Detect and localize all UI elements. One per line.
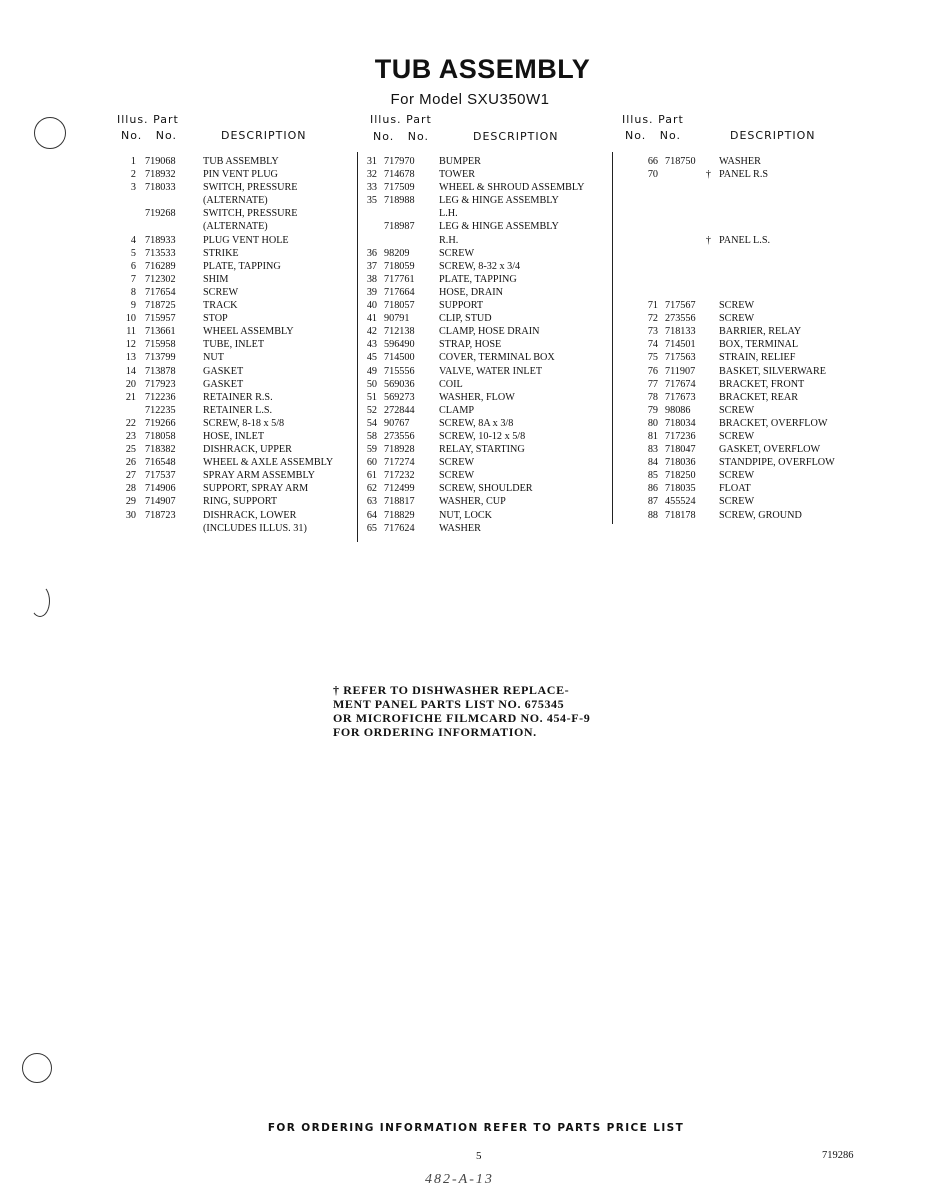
part-description: BASKET, SILVERWARE (719, 365, 826, 377)
illus-number: 2 (130, 169, 136, 181)
illus-number: 52 (366, 404, 377, 416)
part-description: GASKET (203, 378, 244, 390)
handwritten-note: 482-A-13 (425, 1172, 494, 1187)
part-description: PANEL R.S (719, 169, 769, 181)
part-description: PLUG VENT HOLE (203, 234, 289, 246)
part-number: 712302 (145, 273, 176, 285)
part-description: SCREW, 8-32 x 3/4 (439, 260, 521, 272)
part-description: TOWER (439, 169, 476, 181)
header-illus: Illus. Part (622, 113, 684, 126)
part-number: 718928 (384, 444, 415, 456)
part-number: 712235 (145, 404, 176, 416)
illus-number: 71 (647, 300, 658, 312)
illus-number: 5 (130, 247, 136, 259)
part-number: 714678 (384, 169, 415, 181)
illus-number: 12 (125, 339, 136, 351)
illus-number: 26 (125, 457, 136, 469)
illus-number: 45 (366, 352, 377, 364)
part-number: 717624 (384, 522, 415, 534)
part-number: 718933 (145, 234, 176, 246)
illus-number: 35 (366, 195, 377, 207)
part-number: 713799 (145, 352, 176, 364)
part-description: SWITCH, PRESSURE (203, 208, 298, 220)
part-description: PANEL L.S. (719, 234, 771, 246)
part-description: SCREW, 8A x 3/8 (439, 417, 514, 429)
part-description: NUT, LOCK (439, 509, 493, 521)
part-description: SCREW (203, 286, 239, 298)
part-number: 596490 (384, 339, 415, 351)
part-number: 717970 (384, 156, 415, 167)
part-description: DISHRACK, LOWER (203, 509, 297, 521)
illus-number: 8 (130, 286, 136, 298)
part-number: 717232 (384, 470, 415, 482)
illus-number: 76 (647, 365, 658, 377)
part-number: 719266 (145, 417, 176, 429)
part-number: 718058 (145, 430, 176, 442)
part-number: 718047 (665, 444, 696, 456)
header-no: No. No. (121, 129, 178, 142)
part-description: CLIP, STUD (439, 313, 492, 325)
illus-number: 3 (130, 182, 136, 194)
part-number: 98086 (665, 404, 691, 416)
illus-number: 38 (366, 273, 377, 285)
part-number: 718829 (384, 509, 415, 521)
header-description: DESCRIPTION (473, 130, 559, 143)
illus-number: 62 (366, 483, 377, 495)
part-number: 718750 (665, 156, 696, 167)
footnote: † REFER TO DISHWASHER REPLACE- MENT PANEL PARTS LIST NO. 675345 OR MICROFICHE FILMCARD NO. 454-F-9 FOR ORDERING INFORMATION. (333, 683, 591, 739)
part-description: LEG & HINGE ASSEMBLY (439, 195, 559, 207)
part-number: † (705, 169, 711, 181)
part-description: LEG & HINGE ASSEMBLY (439, 221, 559, 233)
part-description: STRAP, HOSE (439, 339, 502, 351)
part-description: TUBE, INLET (203, 339, 265, 351)
part-number: 272844 (384, 404, 415, 416)
part-number: 717654 (145, 286, 176, 298)
illus-number: 28 (125, 483, 136, 495)
part-number: † (705, 234, 711, 246)
illus-number: 32 (366, 169, 377, 181)
illus-number: 64 (366, 509, 377, 521)
illus-number: 51 (366, 391, 377, 403)
part-description: SCREW (719, 313, 755, 325)
illus-number: 66 (647, 156, 658, 167)
part-description: SCREW, GROUND (719, 509, 802, 521)
illus-number: 86 (647, 483, 658, 495)
illus-number: 65 (366, 522, 377, 534)
part-number: 714907 (145, 496, 176, 508)
illus-number: 75 (647, 352, 658, 364)
part-description: STRIKE (203, 247, 239, 259)
part-number: 712138 (384, 326, 415, 338)
part-number: 717563 (665, 352, 696, 364)
part-number: 712236 (145, 391, 176, 403)
illus-number: 72 (647, 313, 658, 325)
illus-number: 22 (125, 417, 136, 429)
part-number: 713533 (145, 247, 176, 259)
part-number: 716548 (145, 457, 176, 469)
part-description: WHEEL & SHROUD ASSEMBLY (439, 182, 585, 194)
part-description: TRACK (203, 300, 238, 312)
illus-number: 37 (366, 260, 377, 272)
part-description: DISHRACK, UPPER (203, 444, 292, 456)
part-number: 90791 (384, 313, 410, 325)
part-number: 569273 (384, 391, 415, 403)
part-description: GASKET (203, 365, 244, 377)
illus-number: 73 (647, 326, 658, 338)
part-number: 717664 (384, 286, 415, 298)
illus-number: 79 (647, 404, 658, 416)
part-description: SCREW (719, 404, 755, 416)
part-description: SPRAY ARM ASSEMBLY (203, 470, 316, 482)
illus-number: 14 (125, 365, 136, 377)
illus-number: 31 (366, 156, 377, 167)
illus-number: 77 (647, 378, 658, 390)
part-number: 719068 (145, 156, 176, 167)
column-divider (612, 152, 613, 524)
illus-number: 50 (366, 378, 377, 390)
part-description: NUT (203, 352, 224, 364)
punch-hole (30, 585, 50, 617)
part-description: SUPPORT, SPRAY ARM (203, 483, 309, 495)
part-number: 715957 (145, 313, 176, 325)
part-description: SCREW (439, 470, 475, 482)
part-description: (ALTERNATE) (203, 221, 268, 233)
part-description: BRACKET, REAR (719, 391, 799, 403)
part-number: 717236 (665, 430, 696, 442)
part-description: SCREW (719, 300, 755, 312)
part-description: WASHER, FLOW (439, 391, 515, 403)
part-number: 717761 (384, 273, 415, 285)
part-number: 718033 (145, 182, 176, 194)
part-number: 718988 (384, 195, 415, 207)
part-number: 273556 (665, 313, 696, 325)
part-description: RETAINER L.S. (203, 404, 273, 416)
illus-number: 27 (125, 470, 136, 482)
part-description: COVER, TERMINAL BOX (439, 352, 555, 364)
illus-number: 11 (126, 326, 136, 338)
part-number: 718178 (665, 509, 696, 521)
part-description: SCREW, SHOULDER (439, 483, 533, 495)
part-number: 718133 (665, 326, 696, 338)
part-description: RETAINER R.S. (203, 391, 273, 403)
part-description: SUPPORT (439, 300, 484, 312)
part-number: 716289 (145, 260, 176, 272)
illus-number: 42 (366, 326, 377, 338)
part-number: 714906 (145, 483, 176, 495)
part-number: 718932 (145, 169, 176, 181)
illus-number: 58 (366, 430, 377, 442)
part-number: 713661 (145, 326, 176, 338)
part-number: 717673 (665, 391, 696, 403)
part-description: BRACKET, FRONT (719, 378, 805, 390)
part-description: TUB ASSEMBLY (203, 156, 279, 167)
illus-number: 60 (366, 457, 377, 469)
part-number: 718036 (665, 457, 696, 469)
part-description: FLOAT (719, 483, 751, 495)
illus-number: 10 (125, 313, 136, 325)
part-number: 718035 (665, 483, 696, 495)
part-number: 715958 (145, 339, 176, 351)
illus-number: 39 (366, 286, 377, 298)
illus-number: 63 (366, 496, 377, 508)
illus-number: 43 (366, 339, 377, 351)
illus-number: 29 (125, 496, 136, 508)
part-description: RELAY, STARTING (439, 444, 525, 456)
illus-number: 70 (647, 169, 658, 181)
part-number: 718725 (145, 300, 176, 312)
illus-number: 1 (130, 156, 136, 167)
illus-number: 30 (125, 509, 136, 521)
part-description: STANDPIPE, OVERFLOW (719, 457, 835, 469)
part-description: PLATE, TAPPING (439, 273, 517, 285)
part-number: 718987 (384, 221, 415, 233)
part-description: WHEEL ASSEMBLY (203, 326, 294, 338)
part-number: 715556 (384, 365, 415, 377)
illus-number: 80 (647, 417, 658, 429)
punch-hole (22, 1053, 52, 1083)
part-description: (INCLUDES ILLUS. 31) (203, 522, 307, 534)
part-number: 717674 (665, 378, 696, 390)
part-description: SCREW (439, 457, 475, 469)
part-number: 718057 (384, 300, 415, 312)
part-number: 718034 (665, 417, 696, 429)
part-description: HOSE, INLET (203, 430, 265, 442)
part-description: COIL (439, 378, 463, 390)
part-description: BRACKET, OVERFLOW (719, 417, 828, 429)
part-description: WHEEL & AXLE ASSEMBLY (203, 457, 334, 469)
part-number: 714500 (384, 352, 415, 364)
part-number: 717537 (145, 470, 176, 482)
illus-number: 7 (130, 273, 136, 285)
part-description: VALVE, WATER INLET (439, 365, 543, 377)
illus-number: 25 (125, 444, 136, 456)
illus-number: 87 (647, 496, 658, 508)
part-description: L.H. (439, 208, 458, 220)
illus-number: 23 (125, 430, 136, 442)
part-number: 717274 (384, 457, 415, 469)
illus-number: 84 (647, 457, 658, 469)
illus-number: 78 (647, 391, 658, 403)
part-description: SCREW (719, 430, 755, 442)
part-description: BARRIER, RELAY (719, 326, 802, 338)
header-no: No. No. (625, 129, 682, 142)
footer-note: FOR ORDERING INFORMATION REFER TO PARTS PRICE LIST (267, 1122, 685, 1134)
illus-number: 9 (130, 300, 136, 312)
page-number: 5 (476, 1150, 482, 1162)
part-number: 90767 (384, 417, 410, 429)
part-number: 718250 (665, 470, 696, 482)
part-description: HOSE, DRAIN (439, 286, 503, 298)
illus-number: 33 (366, 182, 377, 194)
part-number: 719268 (145, 208, 176, 220)
illus-number: 49 (366, 365, 377, 377)
header-illus: Illus. Part (370, 113, 432, 126)
punch-hole (34, 117, 66, 149)
illus-number: 36 (366, 247, 377, 259)
page-subtitle: For Model SXU350W1 (390, 91, 550, 108)
part-number: 711907 (665, 365, 696, 377)
part-number: 455524 (665, 496, 696, 508)
part-description: SCREW (719, 470, 755, 482)
header-no: No. No. (373, 130, 430, 143)
part-description: SCREW (719, 496, 755, 508)
header-description: DESCRIPTION (730, 129, 816, 142)
part-number: 718723 (145, 509, 176, 521)
header-description: DESCRIPTION (221, 129, 307, 142)
illus-number: 85 (647, 470, 658, 482)
illus-number: 61 (366, 470, 377, 482)
part-description: WASHER (719, 156, 761, 167)
illus-number: 6 (130, 260, 136, 272)
illus-number: 83 (647, 444, 658, 456)
part-number: 718382 (145, 444, 176, 456)
part-number: 717923 (145, 378, 176, 390)
illus-number: 13 (125, 352, 136, 364)
part-description: STOP (203, 313, 228, 325)
part-number: 98209 (384, 247, 410, 259)
part-description: PLATE, TAPPING (203, 260, 281, 272)
part-number: 718059 (384, 260, 415, 272)
part-number: 717567 (665, 300, 696, 312)
part-description: SWITCH, PRESSURE (203, 182, 298, 194)
part-description: CLAMP (439, 404, 475, 416)
page-title: TUB ASSEMBLY (374, 54, 591, 84)
part-description: BOX, TERMINAL (719, 339, 799, 351)
part-description: WASHER (439, 522, 481, 534)
illus-number: 59 (366, 444, 377, 456)
illus-number: 54 (366, 417, 377, 429)
part-description: SCREW (439, 247, 475, 259)
part-number: 712499 (384, 483, 415, 495)
part-number: 717509 (384, 182, 415, 194)
header-illus: Illus. Part (117, 113, 179, 126)
illus-number: 74 (647, 339, 658, 351)
part-description: RING, SUPPORT (203, 496, 278, 508)
illus-number: 41 (366, 313, 377, 325)
part-number: 718817 (384, 496, 415, 508)
part-description: (ALTERNATE) (203, 195, 268, 207)
column-divider (357, 152, 358, 542)
illus-number: 40 (366, 300, 377, 312)
part-description: SCREW, 10-12 x 5/8 (439, 430, 526, 442)
part-description: STRAIN, RELIEF (719, 352, 796, 364)
part-description: GASKET, OVERFLOW (719, 444, 821, 456)
illus-number: 81 (647, 430, 658, 442)
part-description: SCREW, 8-18 x 5/8 (203, 417, 285, 429)
illus-number: 20 (125, 378, 136, 390)
part-number: 714501 (665, 339, 696, 351)
part-description: R.H. (439, 234, 459, 246)
illus-number: 4 (130, 234, 136, 246)
part-description: WASHER, CUP (439, 496, 506, 508)
part-description: CLAMP, HOSE DRAIN (439, 326, 540, 338)
illus-number: 88 (647, 509, 658, 521)
part-number: 713878 (145, 365, 176, 377)
part-description: SHIM (203, 273, 229, 285)
part-number: 569036 (384, 378, 415, 390)
part-description: BUMPER (439, 156, 481, 167)
part-description: PIN VENT PLUG (203, 169, 278, 181)
illus-number: 21 (125, 391, 136, 403)
part-number: 273556 (384, 430, 415, 442)
document-number: 719286 (822, 1150, 854, 1161)
